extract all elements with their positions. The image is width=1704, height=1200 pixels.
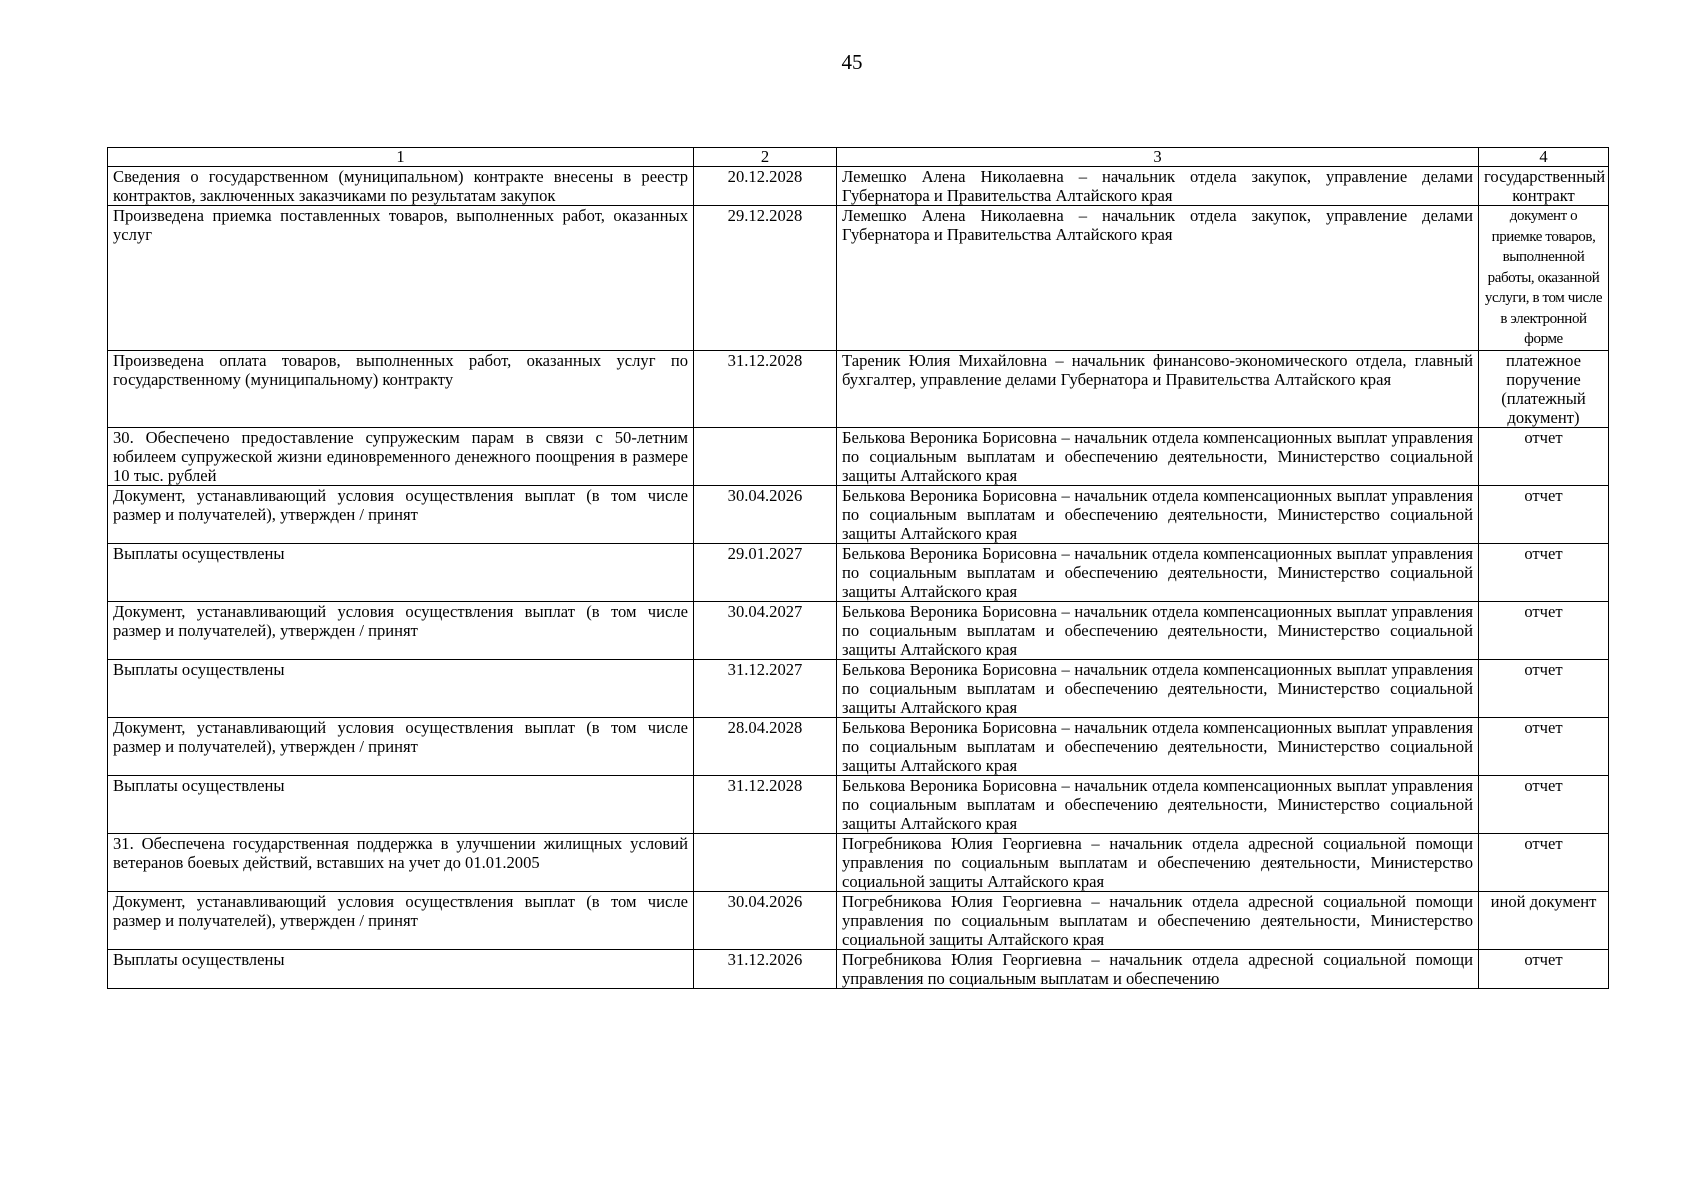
column-number-4: 4 bbox=[1479, 148, 1609, 167]
event-cell: Документ, устанавливающий условия осуществления выплат (в том числе размер и получателей), утвержден / принят bbox=[108, 601, 694, 659]
table-row bbox=[108, 167, 1609, 206]
date-cell: 30.04.2026 bbox=[694, 891, 837, 949]
document-cell: отчет bbox=[1479, 485, 1609, 543]
date-cell: 29.12.2028 bbox=[694, 206, 837, 351]
date-cell: 31.12.2028 bbox=[694, 350, 837, 427]
table-row bbox=[108, 485, 1609, 543]
document-cell: иной документ bbox=[1479, 891, 1609, 949]
responsible-cell: Белькова Вероника Борисовна – начальник отдела компенсационных выплат управления по социальным выплатам и обеспечению деятельности, Министерство социальной защиты Алтайского края bbox=[837, 601, 1479, 659]
document-cell: отчет bbox=[1479, 717, 1609, 775]
responsible-cell: Лемешко Алена Николаевна – начальник отдела закупок, управление делами Губернатора и Правительства Алтайского края bbox=[837, 167, 1479, 206]
table-row bbox=[108, 775, 1609, 833]
table-row bbox=[108, 717, 1609, 775]
table-row bbox=[108, 206, 1609, 351]
responsible-cell: Лемешко Алена Николаевна – начальник отдела закупок, управление делами Губернатора и Правительства Алтайского края bbox=[837, 206, 1479, 351]
event-cell: Выплаты осуществлены bbox=[108, 659, 694, 717]
document-cell: государственный контракт bbox=[1479, 167, 1609, 206]
column-number-2: 2 bbox=[694, 148, 837, 167]
document-cell: отчет bbox=[1479, 833, 1609, 891]
table-row bbox=[108, 891, 1609, 949]
document-cell: отчет bbox=[1479, 543, 1609, 601]
column-number-3: 3 bbox=[837, 148, 1479, 167]
table-row bbox=[108, 601, 1609, 659]
responsible-cell: Белькова Вероника Борисовна – начальник отдела компенсационных выплат управления по социальным выплатам и обеспечению деятельности, Министерство социальной защиты Алтайского края bbox=[837, 659, 1479, 717]
document-cell: документ о приемке товаров, выполненной работы, оказанной услуги, в том числе в электронной форме bbox=[1479, 206, 1609, 351]
responsible-cell: Погребникова Юлия Георгиевна – начальник отдела адресной социальной помощи управления по социальным выплатам и обеспечению bbox=[837, 949, 1479, 988]
event-cell: 30. Обеспечено предоставление супружеским парам в связи с 50-летним юбилеем супружеской жизни единовременного денежного поощрения в размере 10 тыс. рублей bbox=[108, 427, 694, 485]
date-cell: 31.12.2028 bbox=[694, 775, 837, 833]
date-cell: 29.01.2027 bbox=[694, 543, 837, 601]
event-cell: Выплаты осуществлены bbox=[108, 543, 694, 601]
page-number: 45 bbox=[841, 50, 863, 74]
table-row bbox=[108, 659, 1609, 717]
column-number-1: 1 bbox=[108, 148, 694, 167]
event-cell: 31. Обеспечена государственная поддержка в улучшении жилищных условий ветеранов боевых действий, вставших на учет до 01.01.2005 bbox=[108, 833, 694, 891]
responsible-cell: Погребникова Юлия Георгиевна – начальник отдела адресной социальной помощи управления по социальным выплатам и обеспечению деятельности, Министерство социальной защиты Алтайского края bbox=[837, 833, 1479, 891]
table-row bbox=[108, 833, 1609, 891]
date-cell: 20.12.2028 bbox=[694, 167, 837, 206]
event-cell: Произведена оплата товаров, выполненных работ, оказанных услуг по государственному (муниципальному) контракту bbox=[108, 350, 694, 427]
date-cell: 30.04.2026 bbox=[694, 485, 837, 543]
responsible-cell: Белькова Вероника Борисовна – начальник отдела компенсационных выплат управления по социальным выплатам и обеспечению деятельности, Министерство социальной защиты Алтайского края bbox=[837, 543, 1479, 601]
responsible-cell: Погребникова Юлия Георгиевна – начальник отдела адресной социальной помощи управления по социальным выплатам и обеспечению деятельности, Министерство социальной защиты Алтайского края bbox=[837, 891, 1479, 949]
document-cell: отчет bbox=[1479, 949, 1609, 988]
document-cell: отчет bbox=[1479, 601, 1609, 659]
document-cell: отчет bbox=[1479, 427, 1609, 485]
date-cell bbox=[694, 833, 837, 891]
event-cell: Выплаты осуществлены bbox=[108, 775, 694, 833]
date-cell: 30.04.2027 bbox=[694, 601, 837, 659]
responsible-cell: Белькова Вероника Борисовна – начальник отдела компенсационных выплат управления по социальным выплатам и обеспечению деятельности, Министерство социальной защиты Алтайского края bbox=[837, 485, 1479, 543]
responsible-cell: Белькова Вероника Борисовна – начальник отдела компенсационных выплат управления по социальным выплатам и обеспечению деятельности, Министерство социальной защиты Алтайского края bbox=[837, 775, 1479, 833]
document-cell: платежное поручение (платежный документ) bbox=[1479, 350, 1609, 427]
date-cell: 31.12.2026 bbox=[694, 949, 837, 988]
responsible-cell: Тареник Юлия Михайловна – начальник финансово-экономического отдела, главный бухгалтер, управление делами Губернатора и Правительства Алтайского края bbox=[837, 350, 1479, 427]
event-cell: Выплаты осуществлены bbox=[108, 949, 694, 988]
event-cell: Произведена приемка поставленных товаров, выполненных работ, оказанных услуг bbox=[108, 206, 694, 351]
table-row bbox=[108, 427, 1609, 485]
table-row bbox=[108, 949, 1609, 988]
plan-table bbox=[107, 147, 1609, 989]
document-cell: отчет bbox=[1479, 659, 1609, 717]
date-cell: 28.04.2028 bbox=[694, 717, 837, 775]
document-cell: отчет bbox=[1479, 775, 1609, 833]
date-cell: 31.12.2027 bbox=[694, 659, 837, 717]
responsible-cell: Белькова Вероника Борисовна – начальник отдела компенсационных выплат управления по социальным выплатам и обеспечению деятельности, Министерство социальной защиты Алтайского края bbox=[837, 427, 1479, 485]
event-cell: Документ, устанавливающий условия осуществления выплат (в том числе размер и получателей), утвержден / принят bbox=[108, 485, 694, 543]
event-cell: Сведения о государственном (муниципальном) контракте внесены в реестр контрактов, заключенных заказчиками по результатам закупок bbox=[108, 167, 694, 206]
table-row bbox=[108, 543, 1609, 601]
column-number-row bbox=[108, 148, 1609, 167]
event-cell: Документ, устанавливающий условия осуществления выплат (в том числе размер и получателей), утвержден / принят bbox=[108, 717, 694, 775]
date-cell bbox=[694, 427, 837, 485]
responsible-cell: Белькова Вероника Борисовна – начальник отдела компенсационных выплат управления по социальным выплатам и обеспечению деятельности, Министерство социальной защиты Алтайского края bbox=[837, 717, 1479, 775]
event-cell: Документ, устанавливающий условия осуществления выплат (в том числе размер и получателей), утвержден / принят bbox=[108, 891, 694, 949]
table-row bbox=[108, 350, 1609, 427]
